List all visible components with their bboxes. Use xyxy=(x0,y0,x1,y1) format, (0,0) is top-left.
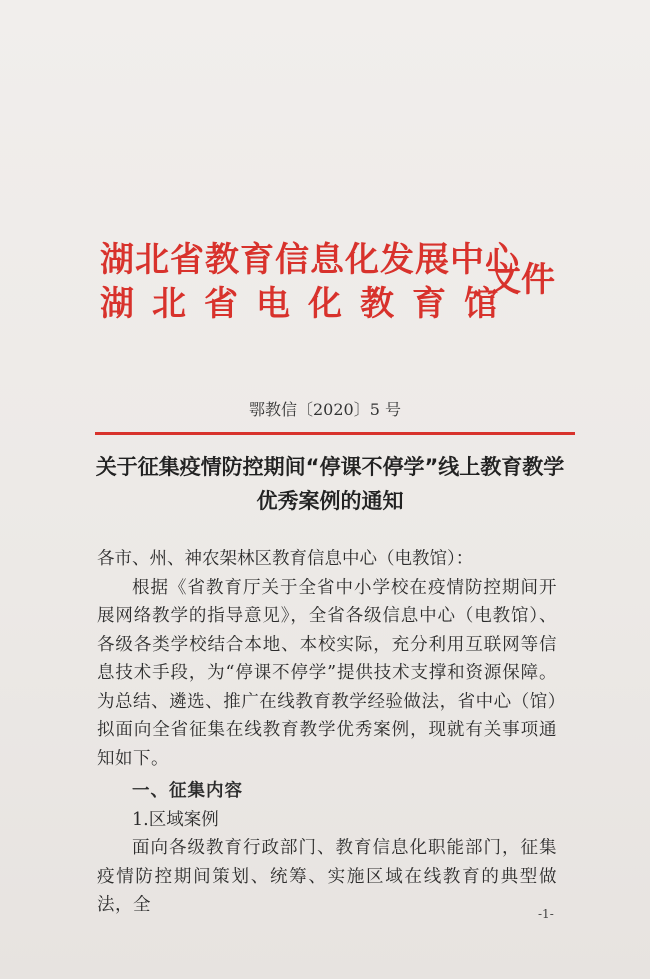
paragraph-intro: 根据《省教育厅关于全省中小学校在疫情防控期间开展网络教学的指导意见》，全省各级信息中心（电教馆）、各级各类学校结合本地、本校实际，充分利用互联网等信息技术手段，为“停课不停学”提供技术支撑和资源保障。为总结、遴选、推广在线教育教学经验做法，省中心（馆）拟面向全省征集在线教育教学优秀案例，现就有关事项通知如下。 xyxy=(97,577,557,769)
document-title xyxy=(80,450,580,518)
title-line-2: 优秀案例的通知 xyxy=(256,489,404,513)
title-line-1: 关于征集疫情防控期间“停课不停学”线上教育教学 xyxy=(95,455,565,479)
section-heading: 一、征集内容 xyxy=(132,781,243,801)
issuer-block xyxy=(100,238,520,326)
issuer-name-line-1: 湖北省教育信息化发展中心 xyxy=(100,240,520,280)
document-number: 鄂教信〔2020〕5 号 xyxy=(249,400,401,419)
document-body xyxy=(97,545,557,920)
red-header-rule xyxy=(95,432,575,435)
subsection-heading: 1.区域案例 xyxy=(132,809,219,830)
paragraph-regional-cases: 面向各级教育行政部门、教育信息化职能部门，征集疫情防控期间策划、统筹、实施区域在线教育的典型做法，全 xyxy=(97,838,557,915)
issuer-name-line-2: 湖北省电化教育馆 xyxy=(100,284,516,324)
issuer-suffix: 文件 xyxy=(487,260,555,300)
page-number: -1- xyxy=(538,907,554,921)
salutation: 各市、州、神农架林区教育信息中心（电教馆）： xyxy=(97,549,474,569)
